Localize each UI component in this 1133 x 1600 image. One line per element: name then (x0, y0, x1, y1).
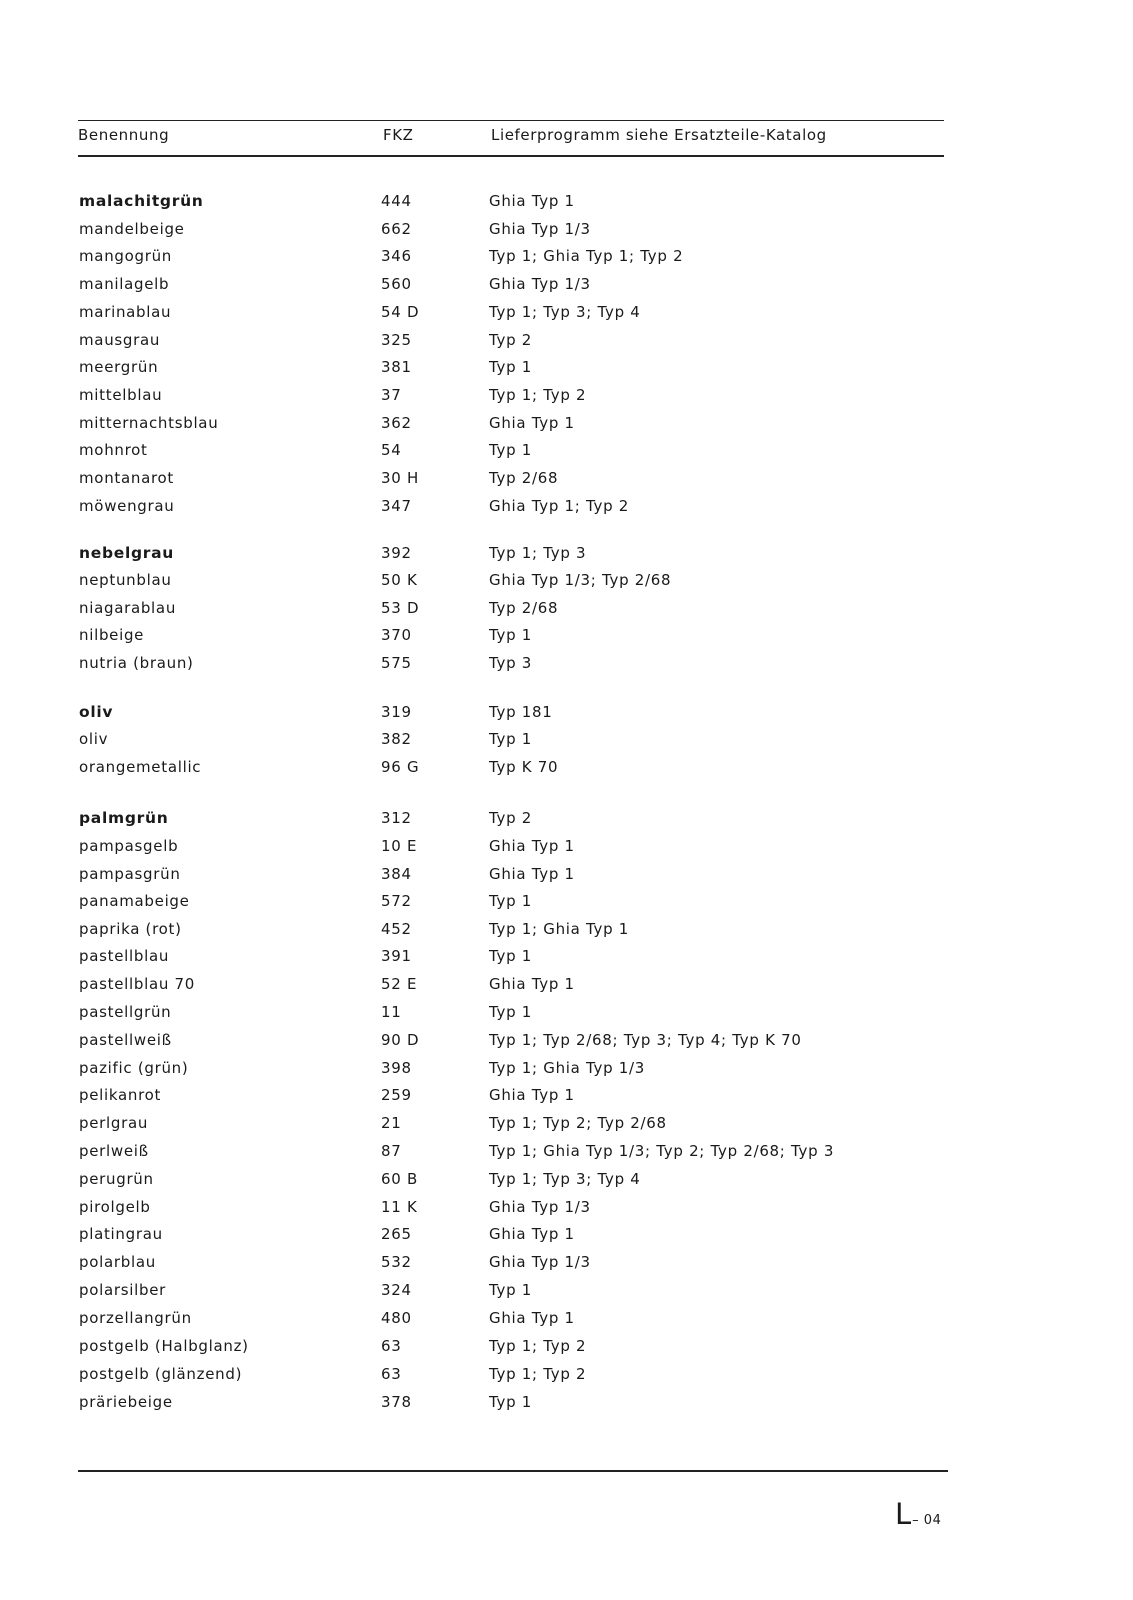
color-code: 480 (381, 1309, 412, 1327)
delivery-program: Typ 1 (489, 947, 533, 965)
delivery-program: Ghia Typ 1/3 (489, 1253, 591, 1271)
delivery-program: Ghia Typ 1; Typ 2 (489, 497, 630, 515)
color-code: 53 D (381, 599, 420, 617)
color-code: 30 H (381, 469, 419, 487)
color-code: 312 (381, 809, 412, 827)
color-code: 90 D (381, 1031, 420, 1049)
color-code: 50 K (381, 571, 418, 589)
color-name: polarsilber (79, 1281, 166, 1299)
color-name: pastellgrün (79, 1003, 172, 1021)
column-header-name: Benennung (78, 126, 170, 144)
color-name: mitternachtsblau (79, 414, 219, 432)
color-code: 532 (381, 1253, 412, 1271)
color-name: porzellangrün (79, 1309, 192, 1327)
color-code: 63 (381, 1337, 402, 1355)
color-code: 560 (381, 275, 412, 293)
top-rule (78, 120, 944, 121)
color-code: 370 (381, 626, 412, 644)
color-code: 54 (381, 441, 402, 459)
color-code: 52 E (381, 975, 418, 993)
delivery-program: Typ 1 (489, 1281, 533, 1299)
delivery-program: Typ 1 (489, 441, 533, 459)
delivery-program: Typ 1; Ghia Typ 1 (489, 920, 630, 938)
header-rule (78, 155, 944, 157)
delivery-program: Typ 1 (489, 892, 533, 910)
color-code: 381 (381, 358, 412, 376)
color-code: 265 (381, 1225, 412, 1243)
color-code: 319 (381, 703, 412, 721)
delivery-program: Typ 1 (489, 730, 533, 748)
color-code: 63 (381, 1365, 402, 1383)
color-name: oliv (79, 703, 114, 721)
color-code: 575 (381, 654, 412, 672)
delivery-program: Typ 2 (489, 331, 533, 349)
delivery-program: Typ 1 (489, 1003, 533, 1021)
delivery-program: Ghia Typ 1/3; Typ 2/68 (489, 571, 672, 589)
color-name: mangogrün (79, 247, 173, 265)
color-code: 96 G (381, 758, 420, 776)
delivery-program: Ghia Typ 1 (489, 837, 575, 855)
delivery-program: Ghia Typ 1 (489, 414, 575, 432)
color-code: 54 D (381, 303, 420, 321)
delivery-program: Ghia Typ 1 (489, 1309, 575, 1327)
delivery-program: Typ 181 (489, 703, 553, 721)
color-code: 60 B (381, 1170, 418, 1188)
color-name: mandelbeige (79, 220, 185, 238)
color-code: 452 (381, 920, 412, 938)
delivery-program: Typ 2/68 (489, 469, 559, 487)
delivery-program: Typ 1; Typ 2; Typ 2/68 (489, 1114, 667, 1132)
color-name: mausgrau (79, 331, 161, 349)
delivery-program: Ghia Typ 1/3 (489, 220, 591, 238)
color-code: 378 (381, 1393, 412, 1411)
delivery-program: Typ K 70 (489, 758, 559, 776)
delivery-program: Ghia Typ 1/3 (489, 275, 591, 293)
color-code: 392 (381, 544, 412, 562)
color-name: platingrau (79, 1225, 163, 1243)
delivery-program: Typ 1; Ghia Typ 1/3; Typ 2; Typ 2/68; Typ 3 (489, 1142, 835, 1160)
color-name: polarblau (79, 1253, 156, 1271)
color-name: orangemetallic (79, 758, 202, 776)
color-code: 347 (381, 497, 412, 515)
color-code: 384 (381, 865, 412, 883)
color-name: perlweiß (79, 1142, 149, 1160)
delivery-program: Typ 1 (489, 358, 533, 376)
delivery-program: Typ 1; Ghia Typ 1; Typ 2 (489, 247, 684, 265)
color-name: oliv (79, 730, 109, 748)
delivery-program: Ghia Typ 1 (489, 192, 575, 210)
color-name: postgelb (glänzend) (79, 1365, 243, 1383)
color-name: pampasgelb (79, 837, 179, 855)
delivery-program: Typ 1; Typ 2 (489, 1337, 587, 1355)
color-name: nebelgrau (79, 544, 175, 562)
delivery-program: Ghia Typ 1 (489, 1086, 575, 1104)
color-code: 11 K (381, 1198, 418, 1216)
color-code: 572 (381, 892, 412, 910)
color-name: pazific (grün) (79, 1059, 189, 1077)
section-letter: L (895, 1497, 913, 1531)
color-name: pelikanrot (79, 1086, 162, 1104)
delivery-program: Typ 2 (489, 809, 533, 827)
color-code: 10 E (381, 837, 418, 855)
color-code: 324 (381, 1281, 412, 1299)
delivery-program: Ghia Typ 1 (489, 975, 575, 993)
delivery-program: Typ 1 (489, 1393, 533, 1411)
color-code: 382 (381, 730, 412, 748)
page-number (895, 1497, 941, 1531)
color-name: postgelb (Halbglanz) (79, 1337, 249, 1355)
color-name: pampasgrün (79, 865, 181, 883)
color-code: 391 (381, 947, 412, 965)
delivery-program: Typ 1 (489, 626, 533, 644)
color-code: 398 (381, 1059, 412, 1077)
column-header-code: FKZ (383, 126, 414, 144)
color-name: pastellblau (79, 947, 170, 965)
color-code: 346 (381, 247, 412, 265)
color-name: mittelblau (79, 386, 163, 404)
color-code: 87 (381, 1142, 402, 1160)
color-code: 362 (381, 414, 412, 432)
delivery-program: Typ 3 (489, 654, 533, 672)
color-name: malachitgrün (79, 192, 204, 210)
color-name: manilagelb (79, 275, 170, 293)
color-code: 21 (381, 1114, 402, 1132)
delivery-program: Typ 1; Ghia Typ 1/3 (489, 1059, 646, 1077)
delivery-program: Typ 1; Typ 3 (489, 544, 587, 562)
color-name: nilbeige (79, 626, 145, 644)
delivery-program: Ghia Typ 1 (489, 865, 575, 883)
color-name: panamabeige (79, 892, 190, 910)
color-code: 444 (381, 192, 412, 210)
color-name: möwengrau (79, 497, 175, 515)
color-name: perlgrau (79, 1114, 149, 1132)
color-name: marinablau (79, 303, 172, 321)
color-code: 259 (381, 1086, 412, 1104)
color-name: pastellweiß (79, 1031, 172, 1049)
color-code: 37 (381, 386, 402, 404)
color-name: perugrün (79, 1170, 154, 1188)
color-name: nutria (braun) (79, 654, 194, 672)
column-header-program: Lieferprogramm siehe Ersatzteile-Katalog (491, 126, 827, 144)
delivery-program: Typ 1; Typ 2 (489, 1365, 587, 1383)
page-index: – 04 (912, 1513, 942, 1528)
delivery-program: Ghia Typ 1/3 (489, 1198, 591, 1216)
color-code: 662 (381, 220, 412, 238)
color-name: neptunblau (79, 571, 172, 589)
delivery-program: Typ 1; Typ 3; Typ 4 (489, 303, 641, 321)
color-name: meergrün (79, 358, 159, 376)
color-name: mohnrot (79, 441, 148, 459)
color-name: präriebeige (79, 1393, 173, 1411)
color-name: palmgrün (79, 809, 169, 827)
color-name: pastellblau 70 (79, 975, 196, 993)
delivery-program: Typ 1; Typ 3; Typ 4 (489, 1170, 641, 1188)
color-name: pirolgelb (79, 1198, 151, 1216)
color-name: niagarablau (79, 599, 177, 617)
color-code: 11 (381, 1003, 402, 1021)
color-name: paprika (rot) (79, 920, 182, 938)
color-code: 325 (381, 331, 412, 349)
delivery-program: Typ 1; Typ 2/68; Typ 3; Typ 4; Typ K 70 (489, 1031, 802, 1049)
delivery-program: Typ 2/68 (489, 599, 559, 617)
color-name: montanarot (79, 469, 174, 487)
delivery-program: Ghia Typ 1 (489, 1225, 575, 1243)
delivery-program: Typ 1; Typ 2 (489, 386, 587, 404)
bottom-rule (78, 1470, 948, 1472)
